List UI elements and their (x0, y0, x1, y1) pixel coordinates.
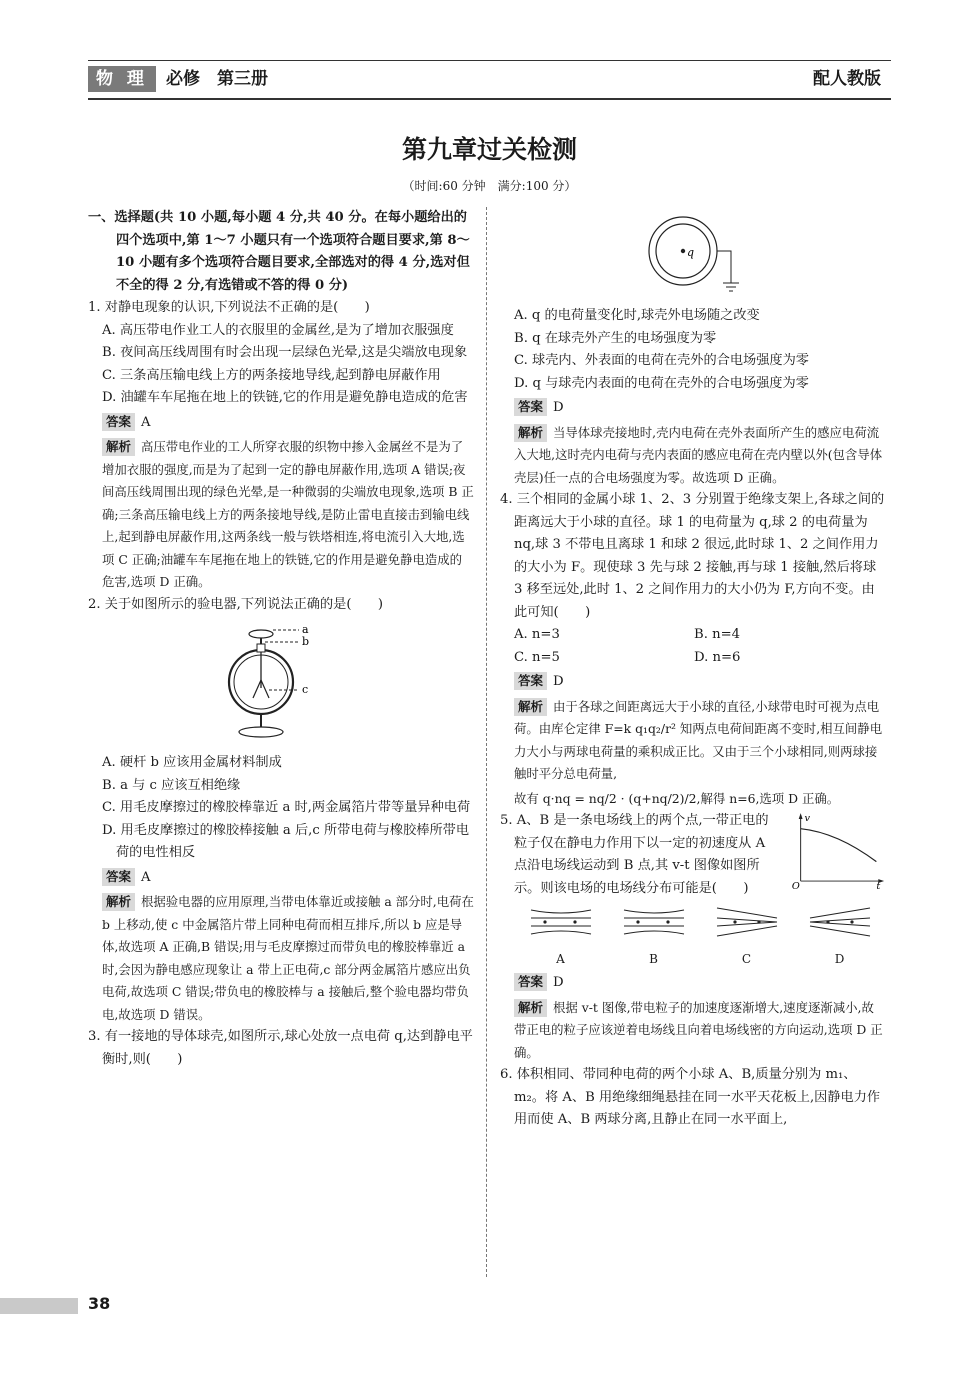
q2-option-d: D. 用毛皮摩擦过的橡胶棒接触 a 后,c 所带电荷与橡胶棒所带电荷的电性相反 (102, 822, 470, 860)
q4-option-a: A. n=3 (514, 627, 560, 642)
q5-stem: 5. A、B 是一条电场线上的两个点,一带正电的粒子仅在静电力作用下以一定的初速度从 A 点沿电场线运动到 B 点,其 v-t 图像如图所示。则该电场的电场线分布可能是( ) (500, 813, 769, 896)
q5-explanation-text: 根据 v-t 图像,带电粒子的加速度逐渐增大,速度逐渐减小,故带正电的粒子应该逆着电场线且向着电场线密的方向运动,选项 D 正确。 (514, 999, 883, 1060)
field-diagram-d (808, 904, 872, 940)
q4-option-d: D. n=6 (694, 649, 741, 665)
page-subtitle: （时间:60 分钟 满分:100 分） (402, 179, 577, 193)
q3-option-a: A. q 的电荷量变化时,球壳外电场随之改变 (514, 308, 760, 323)
q1-explanation (102, 436, 474, 594)
answer-label: 答案 (102, 413, 135, 431)
field-option-b (622, 904, 686, 970)
q3-option-d: D. q 与球壳内表面的电荷在壳外的合电场强度为零 (514, 375, 809, 391)
q3-option-c: C. 球壳内、外表面的电荷在壳外的合电场强度为零 (514, 353, 809, 368)
column-divider (486, 207, 487, 1277)
q3-answer (514, 397, 886, 420)
q4-explanation-conclusion: 故有 q·nq = nq/2 · (q+nq/2)/2,解得 n=6,选项 D 正确。 (514, 790, 840, 806)
q5-block (500, 810, 886, 900)
q1-option-c: C. 三条高压输电线上方的两条接地导线,起到静电屏蔽作用 (102, 367, 441, 383)
q4-option-c: C. n=5 (514, 649, 560, 665)
q3-answer-value: D (553, 400, 564, 415)
q3-option-b: B. q 在球壳外产生的电场强度为零 (514, 330, 717, 346)
sphere-shell-figure (500, 209, 886, 299)
field-option-c-label: C (741, 951, 752, 966)
grounded-shell-diagram (623, 209, 763, 299)
q1-option-d: D. 油罐车车尾拖在地上的铁链,它的作用是避免静电造成的危害 (102, 390, 468, 405)
q2-answer-value: A (141, 869, 151, 885)
header-rule-top (88, 60, 891, 61)
page-title: 第九章过关检测 (401, 135, 577, 164)
answer-label: 答案 (514, 973, 547, 991)
right-column (500, 207, 886, 1132)
graph-t-label: t (876, 880, 881, 890)
q3-stem: 3. 有一接地的导体球壳,如图所示,球心处放一点电荷 q,达到静电平衡时,则( ) (88, 1029, 473, 1067)
field-diagram-b (622, 904, 686, 940)
answer-label: 答案 (514, 672, 547, 690)
q5-answer (514, 972, 886, 995)
q5-explanation (514, 997, 886, 1065)
q4-explanation-text: 由于各球之间距离远大于小球的直径,小球带电时可视为点电荷。由库仑定律 F=k q₁q₂/r² 知两点电荷间距离不变时,相互间静电力大小与两球电荷量的乘积成正比。又由于三个小球相同,则两球接触时平分总电荷量, (514, 698, 883, 781)
field-option-d-label: D (834, 951, 845, 966)
q2-option-b: B. a 与 c 应该互相绝缘 (102, 777, 241, 793)
left-column (88, 207, 474, 1071)
q5-answer-value: D (553, 975, 564, 990)
q1-option-b: B. 夜间高压线周围有时会出现一层绿色光晕,这是尖端放电现象 (102, 345, 468, 360)
q2-explanation (102, 891, 474, 1026)
explain-label: 解析 (514, 698, 547, 716)
field-diagram-c (715, 904, 779, 940)
answer-label: 答案 (514, 398, 547, 416)
section-instructions (88, 207, 474, 297)
graph-origin-label: O (791, 880, 800, 890)
field-option-b-label: B (649, 951, 658, 966)
q1-answer (102, 412, 474, 435)
electroscope-diagram (211, 620, 351, 748)
q1-explanation-text: 高压带电作业的工人所穿衣服的织物中掺入金属丝不是为了增加衣服的强度,而是为了起到一定的静电屏蔽作用,选项 A 错误;夜间高压线周围出现的绿色光晕,是一种微弱的尖端放电现象,选项 B 正确;三条高压输电线上方的两条接地导线,是防止雷电直接击到输电线上,起到静电屏蔽作用,这两条线一般与铁塔相连,将电流引入大地,选项 C 正确;油罐车车尾拖在地上的铁链,它的作用是避免静电造成的危害,选项 D 正确。 (102, 439, 474, 589)
subject-badge: 物 理 (88, 66, 156, 92)
q1-stem: 1. 对静电现象的认识,下列说法不正确的是( ) (88, 300, 370, 315)
label-b: b (302, 635, 310, 648)
field-option-c (715, 904, 779, 970)
answer-label: 答案 (102, 868, 135, 886)
field-option-d (808, 904, 872, 970)
q4-option-b: B. n=4 (694, 627, 741, 642)
field-option-a-label: A (556, 951, 565, 966)
field-diagram-a (529, 904, 593, 940)
q4-stem: 4. 三个相同的金属小球 1、2、3 分别置于绝缘支架上,各球之间的距离远大于小球的直径。球 1 的电荷量为 q,球 2 的电荷量为 nq,球 3 不带电且离球 1 和球 2 很远,此时球 1、2 之间作用力的大小为 F。现使球 3 先与球 2 接触,再与球 1 接触,然后将球 3 移至远处,此时 1、2 之间作用力的大小仍为 F,方向不变。由此可知( ) (500, 492, 885, 620)
label-c: c (302, 683, 309, 696)
explain-label: 解析 (514, 424, 547, 442)
q3-explanation-text: 当导体球壳接地时,壳内电荷在壳外表面所产生的感应电荷流入大地,这时壳内电荷与壳内表面的感应电荷在壳内壁以外(包含导体壳层)任一点的合电场强度为零。故选项 D 正确。 (514, 424, 883, 485)
q2-stem: 2. 关于如图所示的验电器,下列说法正确的是( ) (88, 596, 384, 612)
field-option-a (529, 904, 593, 970)
q2-option-a: A. 硬杆 b 应该用金属材料制成 (102, 755, 282, 770)
vt-graph (789, 810, 886, 890)
edition-label: 配人教版 (813, 69, 881, 89)
page-number: 38 (88, 1294, 111, 1313)
q2-option-c: C. 用毛皮摩擦过的橡胶棒靠近 a 时,两金属箔片带等量异种电荷 (102, 800, 471, 815)
q4-options-row1 (514, 624, 886, 647)
charge-label: q (687, 246, 695, 259)
q6-stem: 6. 体积相同、带同种电荷的两个小球 A、B,质量分别为 m₁、m₂。将 A、B 用绝缘细绳悬挂在同一水平天花板上,因静电力作用而使 A、B 两球分离,且静止在同一水平面上, (500, 1067, 881, 1127)
section-text: 一、选择题(共 10 小题,每小题 4 分,共 40 分。在每小题给出的四个选项中,第 1～7 小题只有一个选项符合题目要求,第 8～10 小题有多个选项符合题目要求,全部选对的得 4 分,选对但不全的得 2 分,有选错或不答的得 0 分) (88, 210, 470, 293)
q4-answer (514, 671, 886, 694)
q4-answer-value: D (553, 674, 564, 689)
electroscope-figure (88, 620, 474, 748)
q4-options-row2 (514, 647, 886, 670)
explain-label: 解析 (102, 438, 135, 456)
q3-explanation (514, 422, 886, 490)
q1-answer-value: A (141, 414, 151, 430)
footer-bar (0, 1298, 78, 1314)
explain-label: 解析 (514, 999, 547, 1017)
q2-answer (102, 867, 474, 890)
book-title: 必修 第三册 (166, 69, 268, 89)
q1-option-a: A. 高压带电作业工人的衣服里的金属丝,是为了增加衣服强度 (102, 322, 454, 338)
label-a: a (302, 623, 309, 636)
graph-v-label: v (804, 812, 810, 824)
explain-label: 解析 (102, 893, 135, 911)
field-line-options (514, 904, 886, 970)
q4-explanation (514, 696, 886, 786)
q2-explanation-text: 根据验电器的应用原理,当带电体靠近或接触 a 部分时,电荷在 b 上移动,使 c 中金属箔片带上同种电荷而相互排斥,所以 b 应是导体,故选项 A 正确,B 错误;用与毛皮摩擦过而带负电的橡胶棒靠近 a 时,会因为静电感应现象让 a 带上正电荷,c 部分两金属箔片感应出负电荷,故选项 C 错误;带负电的橡胶棒与 a 接触后,整个验电器均带负电,故选项 D 错误。 (102, 894, 474, 1022)
header-rule-bottom (88, 98, 891, 100)
